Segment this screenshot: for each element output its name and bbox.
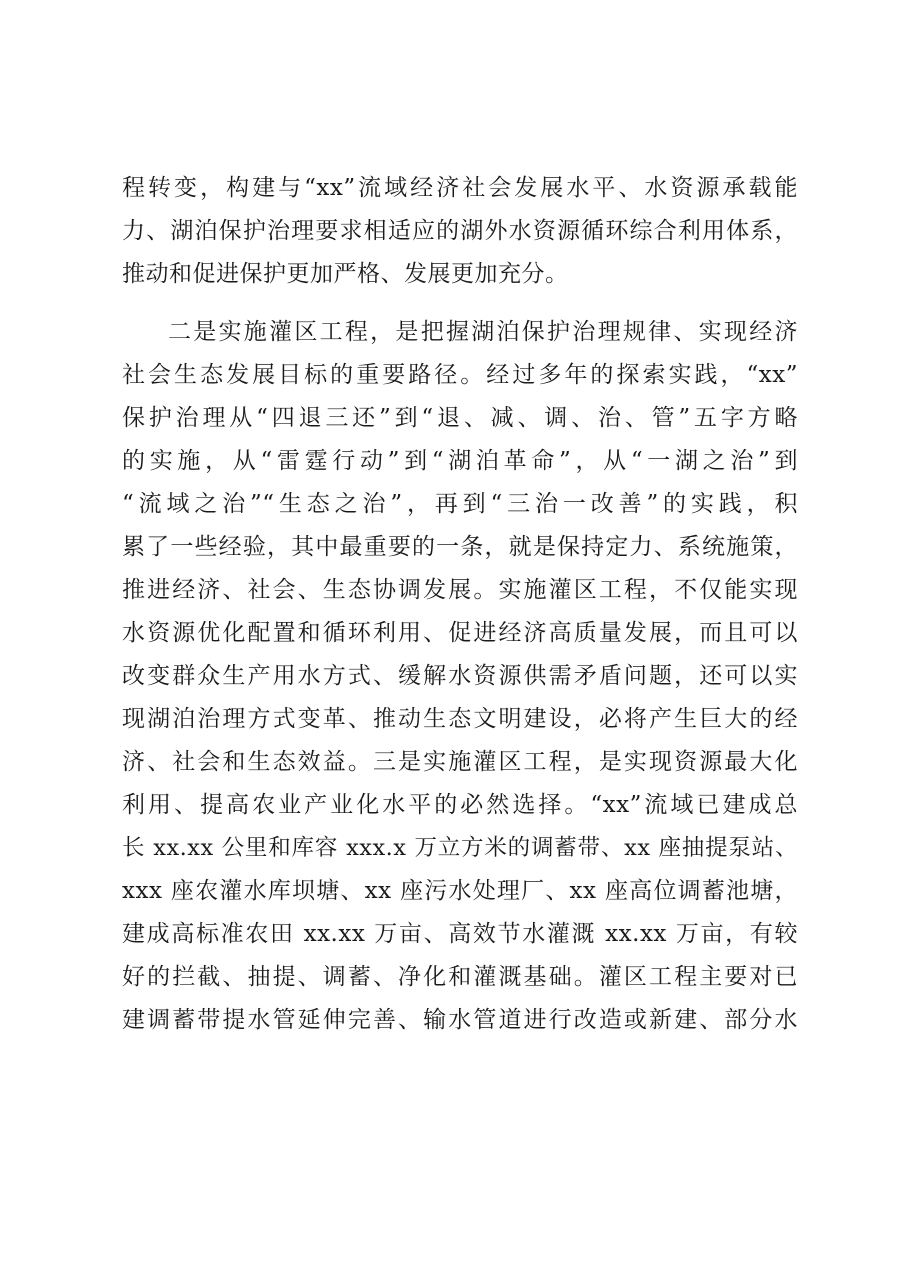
text-line: 水资源优化配置和循环利用、促进经济高质量发展，而且可以 [122,620,798,646]
text-line: 力、湖泊保护治理要求相适应的湖外水资源循环综合利用体系， [122,218,798,244]
text-line: 的实施，从“雷霆行动”到“湖泊革命”，从“一湖之治”到 [122,448,798,474]
text-line: 推动和促进保护更加严格、发展更加充分。 [122,261,569,287]
text-line: 程转变，构建与“xx”流域经济社会发展水平、水资源承载能 [122,175,798,201]
text-line: 济、社会和生态效益。三是实施灌区工程，是实现资源最大化 [122,749,798,775]
text-line: xxx 座农灌水库坝塘、xx 座污水处理厂、xx 座高位调蓄池塘， [122,878,798,904]
text-line: 建成高标准农田 xx.xx 万亩、高效节水灌溉 xx.xx 万亩，有较 [122,921,798,947]
text-line: 推进经济、社会、生态协调发展。实施灌区工程，不仅能实现 [122,577,798,603]
paragraph-first-line: 二是实施灌区工程，是把握湖泊保护治理规律、实现经济 [168,319,798,345]
text-line: 保护治理从“四退三还”到“退、减、调、治、管”五字方略 [122,405,798,431]
text-line: “流域之治”“生态之治”，再到“三治一改善”的实践，积 [122,491,798,517]
text-line: 现湖泊治理方式变革、推动生态文明建设，必将产生巨大的经 [122,706,798,732]
text-line: 利用、提高农业产业化水平的必然选择。“xx”流域已建成总 [122,792,798,818]
text-line: 改变群众生产用水方式、缓解水资源供需矛盾问题，还可以实 [122,663,798,689]
text-line: 好的拦截、抽提、调蓄、净化和灌溉基础。灌区工程主要对已 [122,964,798,990]
text-line: 建调蓄带提水管延伸完善、输水管道进行改造或新建、部分水 [122,1007,798,1033]
text-line: 长 xx.xx 公里和库容 xxx.x 万立方米的调蓄带、xx 座抽提泵站、 [122,835,798,861]
text-line: 社会生态发展目标的重要路径。经过多年的探索实践，“xx” [122,362,798,388]
text-line: 累了一些经验，其中最重要的一条，就是保持定力、系统施策， [122,534,798,560]
